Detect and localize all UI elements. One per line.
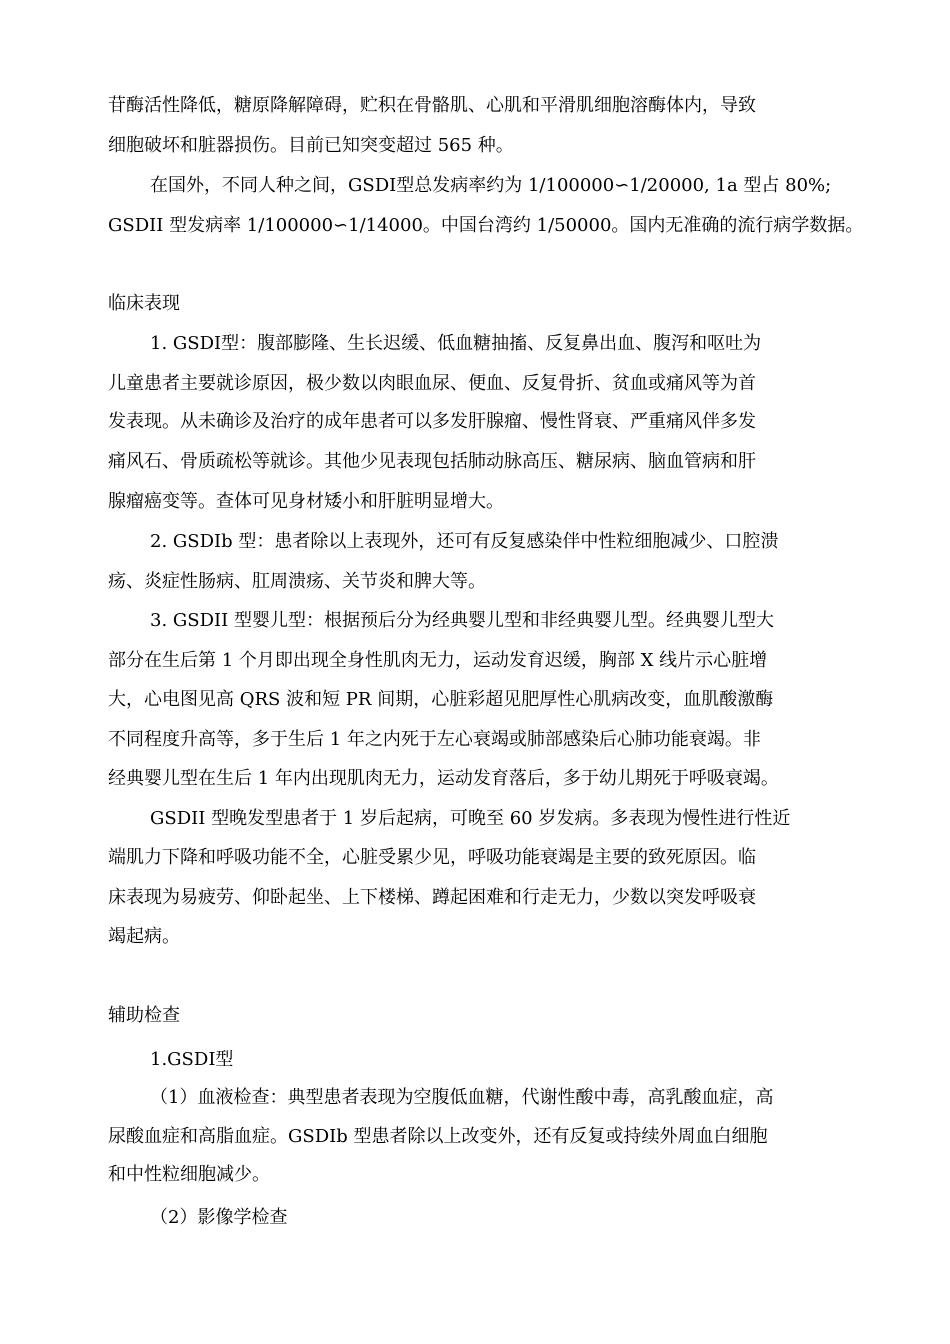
epidemiology-line-2: GSDII 型发病率 1/100000∽1/14000。中国台湾约 1/50000。国内无准确的流行病学数据。 [108,215,864,236]
clinical-p4-line-3: 床表现为易疲劳、仰卧起坐、上下楼梯、蹲起困难和行走无力，少数以突发呼吸衰 [108,887,756,908]
clinical-p1-line-2: 儿童患者主要就诊原因，极少数以肉眼血尿、便血、反复骨折、贫血或痛风等为首 [108,373,756,394]
blood-test-line-2: 尿酸血症和高脂血症。GSDⅠb 型患者除以上改变外，还有反复或持续外周血白细胞 [108,1126,768,1147]
intro-line-1: 苷酶活性降低，糖原降解障碍，贮积在骨骼肌、心肌和平滑肌细胞溶酶体内，导致 [108,95,756,116]
imaging-heading: （2）影像学检查 [150,1207,288,1228]
clinical-p1-line-3: 发表现。从未确诊及治疗的成年患者可以多发肝腺瘤、慢性肾衰、严重痛风伴多发 [108,411,756,432]
clinical-p4-line-4: 竭起病。 [108,926,180,947]
clinical-p4-line-2: 端肌力下降和呼吸功能不全，心脏受累少见，呼吸功能衰竭是主要的致死原因。临 [108,847,756,868]
blood-test-line-3: 和中性粒细胞减少。 [108,1164,270,1185]
blood-test-line-1: （1）血液检查：典型患者表现为空腹低血糖，代谢性酸中毒，高乳酸血症，高 [150,1087,774,1108]
clinical-p3-line-4: 不同程度升高等，多于生后 1 年之内死于左心衰竭或肺部感染后心肺功能衰竭。非 [108,729,761,750]
clinical-p3-line-2: 部分在生后第 1 个月即出现全身性肌肉无力，运动发育迟缓，胸部 X 线片示心脏增 [108,650,768,671]
intro-line-2: 细胞破坏和脏器损伤。目前已知突变超过 565 种。 [108,135,514,156]
auxiliary-subheading-gsd1: 1.GSDⅠ型 [150,1049,234,1070]
clinical-p2-line-2: 疡、炎症性肠病、肛周溃疡、关节炎和脾大等。 [108,571,486,592]
clinical-p1-line-4: 痛风石、骨质疏松等就诊。其他少见表现包括肺动脉高压、糖尿病、脑血管病和肝 [108,451,756,472]
clinical-p3-line-3: 大，心电图见高 QRS 波和短 PR 间期，心脏彩超见肥厚性心肌病改变，血肌酸激酶 [108,689,774,710]
epidemiology-line-1: 在国外，不同人种之间，GSDⅠ型总发病率约为 1/100000∽1/20000, 1a 型占 80%; [150,175,832,196]
clinical-p3-line-1: 3. GSDII 型婴儿型：根据预后分为经典婴儿型和非经典婴儿型。经典婴儿型大 [150,610,774,631]
clinical-p1-line-1: 1. GSDⅠ型：腹部膨隆、生长迟缓、低血糖抽搐、反复鼻出血、腹泻和呕吐为 [150,333,762,354]
clinical-heading: 临床表现 [108,293,180,314]
clinical-p1-line-5: 腺瘤癌变等。查体可见身材矮小和肝脏明显增大。 [108,491,504,512]
clinical-p2-line-1: 2. GSDⅠb 型：患者除以上表现外，还可有反复感染伴中性粒细胞减少、口腔溃 [150,531,779,552]
clinical-p3-line-5: 经典婴儿型在生后 1 年内出现肌肉无力，运动发育落后，多于幼儿期死于呼吸衰竭。 [108,768,779,789]
clinical-p4-line-1: GSDII 型晚发型患者于 1 岁后起病，可晚至 60 岁发病。多表现为慢性进行性近 [150,808,791,829]
auxiliary-heading: 辅助检查 [108,1005,180,1026]
